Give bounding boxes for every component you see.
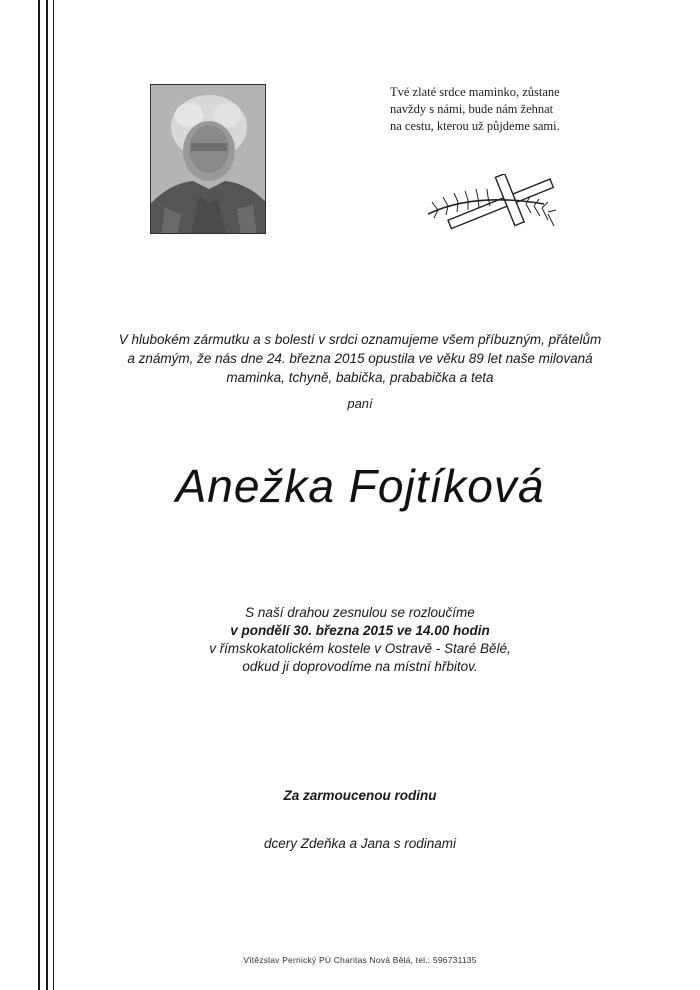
border-line [38,0,40,990]
deceased-name: Anežka Fojtíková [175,460,545,512]
border-line [46,0,48,990]
poem-line: Tvé zlaté srdce maminko, zůstane [390,85,560,99]
announcement [60,330,660,387]
announcement-line: maminka, tchyně, babička, prababička a teta [226,370,494,385]
poem-line: navždy s námi, bude nám žehnat [390,102,554,116]
farewell-date: v pondělí 30. března 2015 ve 14.00 hodin [230,623,490,638]
farewell-line: S naší drahou zesnulou se rozloučíme [245,605,475,620]
poem-line: na cestu, kterou už půjdeme sami. [390,119,560,133]
cross-icon [424,174,564,238]
portrait-photo [150,84,266,234]
farewell-details [60,604,660,676]
farewell-place: v římskokatolickém kostele v Ostravě - Staré Bělé, [209,641,511,656]
border-line [53,0,54,990]
announcement-line: a známým, že nás dne 24. března 2015 opustila ve věku 89 let naše milovaná [127,351,593,366]
family-names: dcery Zdeňka a Jana s rodinami [263,836,457,851]
family-label: Za zarmoucenou rodinu [283,788,437,803]
announcement-line: V hlubokém zármutku a s bolestí v srdci oznamujeme všem příbuzným, přátelům [118,332,602,347]
title-word: paní [347,396,373,411]
footer-funeral-service: Vítězslav Pernický PÚ Charitas Nová Bělá, tel.: 596731135 [243,955,477,965]
farewell-line: odkud ji doprovodíme na místní hřbitov. [242,659,478,674]
poem [390,84,620,135]
